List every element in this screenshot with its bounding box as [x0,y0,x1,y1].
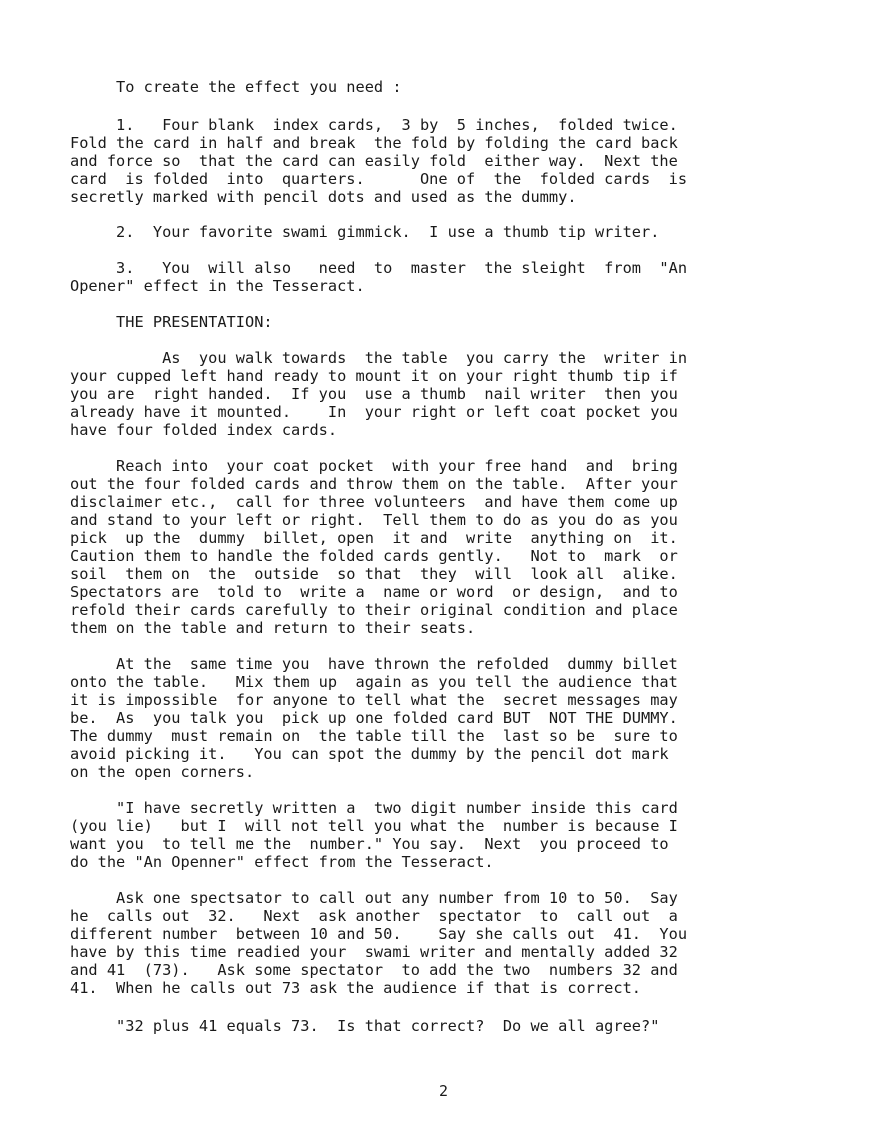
paragraph-1: As you walk towards the table you carry the writer in your cupped left hand ready to mount it on your right thumb tip if you are right handed. If you use a thumb nail writer then you already have it mounted. In your right or left coat pocket you have four folded index cards. [70,349,688,439]
list-item-3: 3. You will also need to master the sleight from "An Opener" effect in the Tesseract. [70,259,688,295]
list-item-2: 2. Your favorite swami gimmick. I use a thumb tip writer. [70,223,660,241]
paragraph-4: "I have secretly written a two digit number inside this card (you lie) but I will not tell you what the number is because I want you to tell me the number." You say. Next you proceed to do the "An Openner" effect from the Tesseract. [70,799,678,871]
page-number: 2 [438,1082,449,1100]
paragraph-2: Reach into your coat pocket with your free hand and bring out the four folded cards and throw them on the table. After your disclaimer etc., call for three volunteers and have them come up and stand to your left or right. Tell them to do as you do as you pick up the dummy billet, open it and write anything on it. Caution them to handle the folded cards gently. Not to mark or soil them on the outside so that they will look all alike. Spectators are told to write a name or word or design, and to refold their cards carefully to their original condition and place them on the table and return to their seats. [70,457,678,637]
closing-quote: "32 plus 41 equals 73. Is that correct? Do we all agree?" [70,1017,660,1035]
list-item-1: 1. Four blank index cards, 3 by 5 inches, folded twice. Fold the card in half and break the fold by folding the card back and force so that the card can easily fold either way. Next the card is folded into quarters. One of the folded cards is secretly marked with pencil dots and used as the dummy. [70,116,688,206]
paragraph-3: At the same time you have thrown the refolded dummy billet onto the table. Mix them up again as you tell the audience that it is impossible for anyone to tell what the secret messages may be. As you talk you pick up one folded card BUT NOT THE DUMMY. The dummy must remain on the table till the last so be sure to avoid picking it. You can spot the dummy by the pencil dot mark on the open corners. [70,655,678,781]
section-heading: THE PRESENTATION: [70,313,273,331]
paragraph-5: Ask one spectsator to call out any number from 10 to 50. Say he calls out 32. Next ask another spectator to call out a different number between 10 and 50. Say she calls out 41. You have by this time readied your swami writer and mentally added 32 and 41 (73). Ask some spectator to add the two numbers 32 and 41. When he calls out 73 ask the audience if that is correct. [70,889,688,997]
intro-line: To create the effect you need : [70,78,402,96]
